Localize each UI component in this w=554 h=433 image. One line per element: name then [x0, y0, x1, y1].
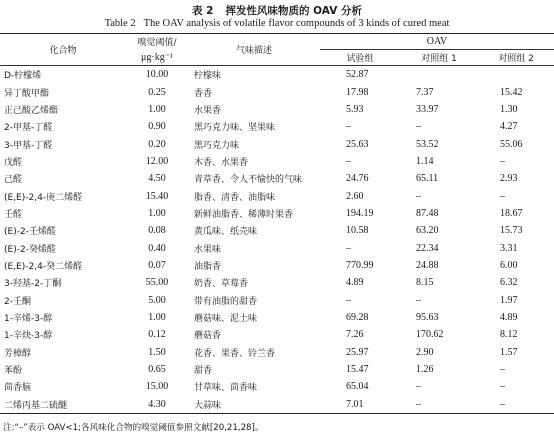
cell-oav-test: 52.87	[346, 69, 369, 81]
table-row	[0, 222, 554, 239]
table-label-cn: 表 2	[192, 5, 214, 17]
cell-compound: 3-羟基-2-丁酮	[4, 279, 62, 290]
table-row	[0, 118, 554, 135]
oav-table	[0, 33, 554, 414]
header-oav: OAV	[320, 34, 554, 50]
cell-compound: (E)-2-壬烯醛	[4, 227, 56, 238]
cell-oav-ctrl2: –	[478, 396, 554, 414]
cell-oav-ctrl1: –	[416, 121, 421, 133]
cell-odor: 甘草味、茴香味	[194, 383, 258, 394]
cell-oav-ctrl1: –	[416, 294, 421, 306]
cell-oav-ctrl2: 55.06	[500, 138, 523, 150]
cell-threshold: 0.07	[148, 259, 166, 271]
cell-oav-ctrl2: 1.30	[500, 103, 518, 115]
cell-oav-ctrl2: 6.32	[500, 277, 518, 289]
cell-oav-test: –	[346, 294, 351, 306]
cell-oav-ctrl2: 6.00	[500, 259, 518, 271]
cell-compound: 1-辛炔-3-醇	[4, 331, 53, 342]
cell-oav-ctrl2: –	[500, 155, 505, 167]
cell-threshold: 1.00	[148, 207, 166, 219]
cell-oav-ctrl1: 7.37	[416, 86, 434, 98]
cell-oav-ctrl1: 63.20	[416, 225, 439, 237]
cell-threshold: 1.50	[148, 346, 166, 358]
table-row	[0, 153, 554, 170]
cell-odor: 甜香	[194, 366, 213, 377]
table-row	[0, 239, 554, 256]
cell-oav-test: 25.63	[346, 138, 369, 150]
table-row	[0, 396, 554, 414]
header-group-test: 试验组	[320, 50, 400, 66]
table-row	[0, 378, 554, 395]
table-row	[0, 361, 554, 378]
cell-odor: 花香、果香、铃兰香	[194, 348, 276, 359]
cell-threshold: 0.12	[148, 329, 166, 341]
cell-compound: 壬醛	[4, 209, 23, 220]
table-row	[0, 205, 554, 222]
cell-oav-ctrl2: 15.73	[500, 225, 523, 237]
cell-compound: D-柠檬烯	[4, 71, 42, 82]
cell-oav-test: 10.58	[346, 225, 369, 237]
table-row	[0, 274, 554, 291]
header-threshold-line1: 嗅觉阈值/	[126, 34, 188, 50]
cell-compound: (E,E)-2,4-癸二烯醛	[4, 261, 83, 272]
cell-oav-test: 24.76	[346, 173, 369, 185]
cell-threshold: 0.40	[148, 242, 166, 254]
cell-oav-test: –	[346, 121, 351, 133]
cell-compound: 异丁酸甲酯	[4, 88, 50, 99]
table-row	[0, 187, 554, 204]
table-title-en: The OAV analysis of volatile flavor compounds of 3 kinds of cured meat	[143, 18, 450, 29]
cell-oav-test: 7.26	[346, 329, 364, 341]
header-compound: 化合物	[0, 34, 126, 66]
cell-threshold: 4.50	[148, 173, 166, 185]
cell-compound: 2-甲基-丁醛	[4, 123, 53, 134]
cell-oav-test: 770.99	[346, 259, 374, 271]
cell-oav-test: 5.93	[346, 103, 364, 115]
cell-odor: 奶香、草莓香	[194, 279, 249, 290]
cell-compound: 3-甲基-丁醛	[4, 140, 53, 151]
cell-oav-test: 7.01	[320, 396, 400, 414]
cell-odor: 新鲜油脂香、稀薄时果香	[194, 209, 294, 220]
cell-oav-ctrl1: 33.97	[416, 103, 439, 115]
cell-odor: 带有油脂的甜香	[194, 296, 258, 307]
table-row	[0, 326, 554, 343]
cell-oav-ctrl1: –	[416, 381, 421, 393]
table-caption-en	[0, 18, 554, 29]
cell-threshold: 0.90	[148, 121, 166, 133]
cell-oav-ctrl1: 2.90	[416, 346, 434, 358]
cell-oav-ctrl2: 1.97	[500, 294, 518, 306]
cell-threshold: 15.40	[145, 190, 169, 202]
cell-threshold: 0.08	[148, 225, 166, 237]
cell-odor: 蘑菇味、泥土味	[194, 313, 258, 324]
cell-odor: 黑巧克力味、坚果味	[194, 123, 276, 134]
cell-oav-ctrl1: 170.62	[416, 329, 444, 341]
cell-oav-ctrl1: 1.14	[416, 155, 434, 167]
cell-compound: (E)-2-癸烯醛	[4, 244, 56, 255]
cell-compound: 己醛	[4, 175, 23, 186]
table-footnote: 注:“–”表示 OAV<1;各风味化合物的嗅觉阈值参照文献[20,21,28]。	[3, 423, 264, 433]
cell-oav-ctrl2: 8.12	[500, 329, 518, 341]
cell-threshold: 5.00	[148, 294, 166, 306]
cell-oav-ctrl1: 24.88	[416, 259, 439, 271]
cell-oav-ctrl1	[400, 66, 478, 84]
cell-threshold: 1.00	[148, 103, 166, 115]
cell-threshold: 0.25	[148, 86, 166, 98]
table-label-en: Table 2	[104, 18, 136, 29]
cell-oav-ctrl2: 15.42	[500, 86, 523, 98]
header-group-ctrl1: 对照组 1	[400, 50, 478, 66]
table-row	[0, 309, 554, 326]
cell-oav-ctrl1: 95.63	[416, 311, 439, 323]
cell-oav-ctrl2: 2.93	[500, 173, 518, 185]
cell-oav-ctrl2: –	[500, 364, 505, 376]
cell-compound: 戊醛	[4, 157, 23, 168]
cell-oav-ctrl1: 65.11	[416, 173, 439, 185]
cell-odor: 水果香	[194, 105, 222, 116]
cell-odor: 香香	[194, 88, 213, 99]
cell-threshold: 10.00	[145, 69, 169, 81]
cell-oav-ctrl2: –	[500, 381, 505, 393]
cell-oav-ctrl1: –	[416, 190, 421, 202]
table-row	[0, 101, 554, 118]
cell-oav-test: 4.89	[346, 277, 364, 289]
cell-odor: 油脂香	[194, 261, 222, 272]
cell-oav-test: 194.19	[346, 207, 374, 219]
cell-threshold: 15.00	[145, 381, 169, 393]
cell-odor: 黑巧克力味	[194, 140, 240, 151]
cell-odor: 蘑菇香	[194, 331, 222, 342]
cell-compound: 芳樟醇	[4, 348, 32, 359]
table-title-cn: 挥发性风味物质的 OAV 分析	[225, 5, 362, 17]
table-row	[0, 135, 554, 152]
cell-odor: 脂香、清香、油脂味	[194, 192, 276, 203]
cell-oav-test: 65.04	[346, 381, 369, 393]
cell-oav-ctrl1: 22.34	[416, 242, 439, 254]
cell-odor: 大蒜味	[188, 396, 320, 414]
cell-threshold: 4.30	[126, 396, 188, 414]
cell-compound: 1-辛烯-3-醇	[4, 313, 53, 324]
cell-threshold: 55.00	[145, 277, 169, 289]
cell-oav-test: 17.98	[346, 86, 369, 98]
cell-compound: 二烯丙基二硫醚	[0, 396, 126, 414]
cell-oav-ctrl2: 4.27	[500, 121, 518, 133]
cell-oav-ctrl2: 4.89	[500, 311, 518, 323]
header-odor: 气味描述	[188, 34, 320, 66]
cell-threshold: 1.00	[148, 311, 166, 323]
cell-oav-test: –	[346, 242, 351, 254]
cell-oav-ctrl1: 53.52	[416, 138, 439, 150]
cell-oav-test: 2.60	[346, 190, 364, 202]
cell-threshold: 0.65	[148, 364, 166, 376]
cell-compound: 正己酸乙烯酯	[4, 105, 59, 116]
cell-oav-test: 15.47	[346, 364, 369, 376]
cell-threshold: 0.20	[148, 138, 166, 150]
cell-compound: 茴香脑	[4, 383, 32, 394]
cell-oav-test: 25.97	[346, 346, 369, 358]
table-row	[0, 83, 554, 100]
cell-oav-test: –	[346, 155, 351, 167]
cell-oav-ctrl1: 8.15	[416, 277, 434, 289]
header-threshold-unit: μg·kg⁻¹	[126, 50, 188, 66]
cell-odor: 黄瓜味、纸壳味	[194, 227, 258, 238]
cell-compound: 2-壬酮	[4, 296, 31, 307]
cell-oav-ctrl1: –	[400, 396, 478, 414]
table-caption-cn	[0, 3, 554, 18]
header-group-ctrl2: 对照组 2	[478, 50, 554, 66]
table-row	[0, 344, 554, 361]
cell-oav-ctrl2: 3.31	[500, 242, 518, 254]
cell-odor: 柠檬味	[194, 71, 222, 82]
cell-oav-test: 69.28	[346, 311, 369, 323]
table-row	[0, 291, 554, 308]
cell-oav-ctrl1: 1.26	[416, 364, 434, 376]
cell-compound: (E,E)-2,4-庚二烯醛	[4, 192, 83, 203]
cell-oav-ctrl2: 1.57	[500, 346, 518, 358]
cell-compound: 苯酚	[4, 366, 23, 377]
cell-odor: 水果味	[194, 244, 222, 255]
cell-oav-ctrl1: 87.48	[416, 207, 439, 219]
cell-threshold: 12.00	[145, 155, 169, 167]
cell-oav-ctrl2	[478, 66, 554, 84]
table-row	[0, 66, 554, 84]
table-row	[0, 170, 554, 187]
table-row	[0, 257, 554, 274]
cell-odor: 青草香、令人不愉快的气味	[194, 175, 303, 186]
cell-oav-ctrl2: 18.67	[500, 207, 523, 219]
cell-oav-ctrl2: –	[500, 190, 505, 202]
cell-odor: 木香、水果香	[194, 157, 249, 168]
